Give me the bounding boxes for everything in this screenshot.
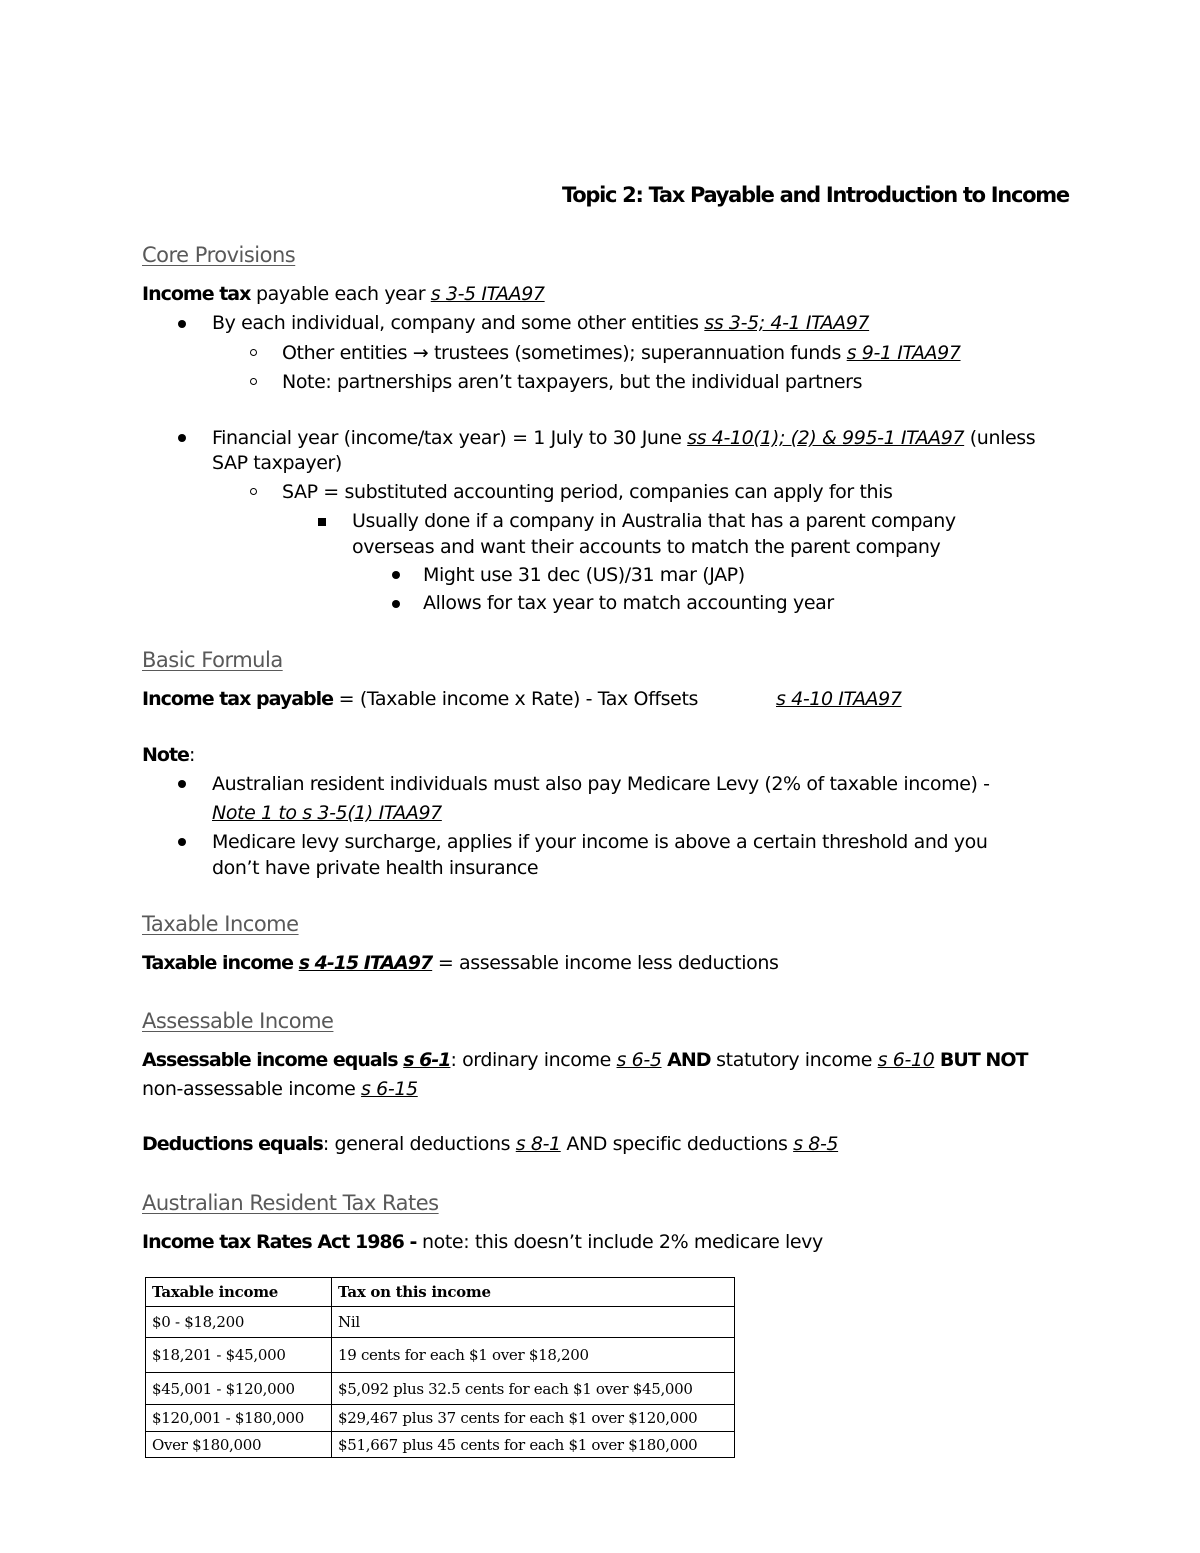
table-header: Tax on this income (332, 1278, 735, 1307)
entities-ref: ss 3-5; 4-1 ITAA97 (704, 312, 870, 334)
taxable-income-ref: s 4-15 ITAA97 (298, 952, 433, 974)
table-cell: $18,201 - $45,000 (146, 1338, 332, 1373)
formula-line (142, 686, 698, 712)
medicare-levy-ref: Note 1 to s 3-5(1) ITAA97 (212, 802, 442, 824)
bullet-dot-icon (392, 600, 400, 608)
assessable-income-heading: Assessable Income (142, 1009, 334, 1033)
income-tax-label: Income tax (142, 283, 251, 305)
tax-rates-act-line: Income tax Rates Act 1986 - note: this doesn’t include 2% medicare levy (142, 1231, 823, 1253)
formula-text: = (Taxable income x Rate) - Tax Offsets (333, 688, 698, 710)
table-row (146, 1338, 735, 1373)
parent-company-line1: Usually done if a company in Australia that has a parent company (352, 510, 956, 532)
bullet-dot-icon (392, 571, 400, 579)
assessable-income-line1: Assessable income equals s 6-1: ordinary income s 6-5 AND statutory income s 6-10 BUT NOT (142, 1049, 1028, 1071)
table-header: Taxable income (146, 1278, 332, 1307)
bullet-dot-icon (178, 320, 186, 328)
other-entities-text: Other entities → trustees (sometimes); superannuation funds (282, 342, 847, 364)
income-tax-line (142, 281, 545, 307)
table-cell: $45,001 - $120,000 (146, 1373, 332, 1405)
table-row (146, 1432, 735, 1458)
bullet-circle-icon (250, 349, 257, 356)
bullet-circle-icon (250, 488, 257, 495)
other-entities-bullet (282, 340, 961, 366)
income-tax-text: payable each year (250, 283, 431, 305)
table-cell: Over $180,000 (146, 1432, 332, 1458)
deductions-line: Deductions equals: general deductions s 8-1 AND specific deductions s 8-5 (142, 1133, 839, 1155)
dates-bullet: Might use 31 dec (US)/31 mar (JAP) (423, 564, 745, 586)
note-label: Note: (142, 744, 195, 766)
page-title: Topic 2: Tax Payable and Introduction to Income (562, 183, 1069, 207)
table-header-row (146, 1278, 735, 1307)
surcharge-line1: Medicare levy surcharge, applies if your income is above a certain threshold and you (212, 831, 988, 853)
financial-year-line2: SAP taxpayer) (212, 452, 342, 474)
table-cell: $120,001 - $180,000 (146, 1405, 332, 1432)
income-tax-ref: s 3-5 ITAA97 (430, 283, 545, 305)
bullet-dot-icon (178, 838, 186, 846)
table-cell: 19 cents for each $1 over $18,200 (332, 1338, 735, 1373)
bullet-square-icon (318, 518, 326, 526)
match-year-bullet: Allows for tax year to match accounting year (423, 592, 834, 614)
tax-rates-table (145, 1277, 735, 1458)
tax-rates-heading: Australian Resident Tax Rates (142, 1191, 439, 1215)
medicare-levy-line1: Australian resident individuals must also pay Medicare Levy (2% of taxable income) - (212, 773, 990, 795)
bullet-dot-icon (178, 780, 186, 788)
parent-company-line2: overseas and want their accounts to match the parent company (352, 536, 941, 558)
core-provisions-heading: Core Provisions (142, 243, 296, 267)
table-cell: Nil (332, 1307, 735, 1338)
taxable-income-text: = assessable income less deductions (432, 952, 779, 974)
surcharge-line2: don’t have private health insurance (212, 857, 539, 879)
taxable-income-heading: Taxable Income (142, 912, 299, 936)
table-cell: $51,667 plus 45 cents for each $1 over $180,000 (332, 1432, 735, 1458)
formula-ref: s 4-10 ITAA97 (776, 688, 902, 710)
basic-formula-heading: Basic Formula (142, 648, 283, 672)
table-cell: $0 - $18,200 (146, 1307, 332, 1338)
table-cell: $5,092 plus 32.5 cents for each $1 over $45,000 (332, 1373, 735, 1405)
taxable-income-line (142, 950, 778, 976)
partnerships-bullet: Note: partnerships aren’t taxpayers, but the individual partners (282, 371, 863, 393)
table-row (146, 1405, 735, 1432)
table-row (146, 1373, 735, 1405)
bullet-circle-icon (250, 378, 257, 385)
taxable-income-label: Taxable income (142, 952, 299, 974)
formula-label: Income tax payable (142, 688, 334, 710)
sap-bullet: SAP = substituted accounting period, companies can apply for this (282, 481, 893, 503)
financial-year-bullet (212, 425, 1035, 451)
entities-bullet (212, 310, 869, 336)
financial-year-ref: ss 4-10(1); (2) & 995-1 ITAA97 (687, 427, 965, 449)
bullet-dot-icon (178, 434, 186, 442)
financial-year-text: Financial year (income/tax year) = 1 July to 30 June (212, 427, 688, 449)
table-row (146, 1307, 735, 1338)
financial-year-tail: (unless (964, 427, 1036, 449)
other-entities-ref: s 9-1 ITAA97 (846, 342, 961, 364)
entities-text: By each individual, company and some other entities (212, 312, 705, 334)
table-cell: $29,467 plus 37 cents for each $1 over $120,000 (332, 1405, 735, 1432)
assessable-income-line2: non-assessable income s 6-15 (142, 1078, 418, 1100)
